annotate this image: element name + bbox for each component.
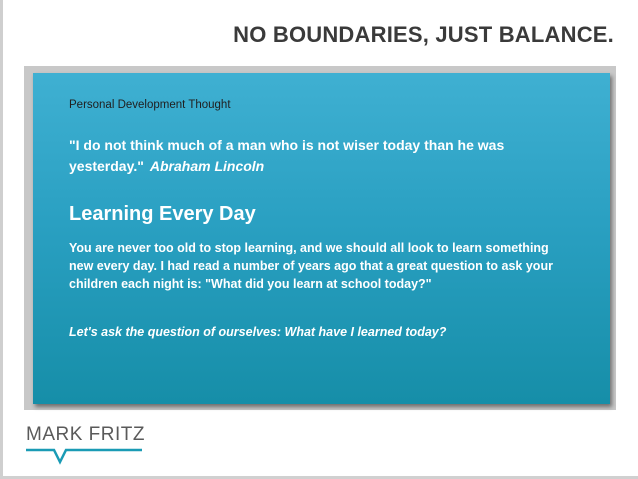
left-divider	[0, 0, 3, 479]
body-paragraph: You are never too old to stop learning, and we should all look to learn something new every day. I had read a number of years ago that a great question to ask your children each night is: "What did you learn at school today?"	[69, 241, 553, 291]
logo-text: MARK FRITZ	[26, 424, 145, 445]
slide-header-title: NO BOUNDARIES, JUST BALANCE.	[233, 22, 614, 47]
quote-block	[69, 135, 569, 177]
mark-fritz-logo	[26, 424, 146, 470]
content-panel	[33, 73, 610, 404]
panel-kicker: Personal Development Thought	[69, 99, 231, 111]
closing-question: Let's ask the question of ourselves: What have I learned today?	[69, 325, 447, 339]
section-heading: Learning Every Day	[69, 203, 256, 225]
logo-underline-icon	[26, 446, 146, 468]
quote-author: Abraham Lincoln	[149, 158, 265, 174]
quote-text: "I do not think much of a man who is not wiser today than he was yesterday."	[69, 137, 505, 174]
